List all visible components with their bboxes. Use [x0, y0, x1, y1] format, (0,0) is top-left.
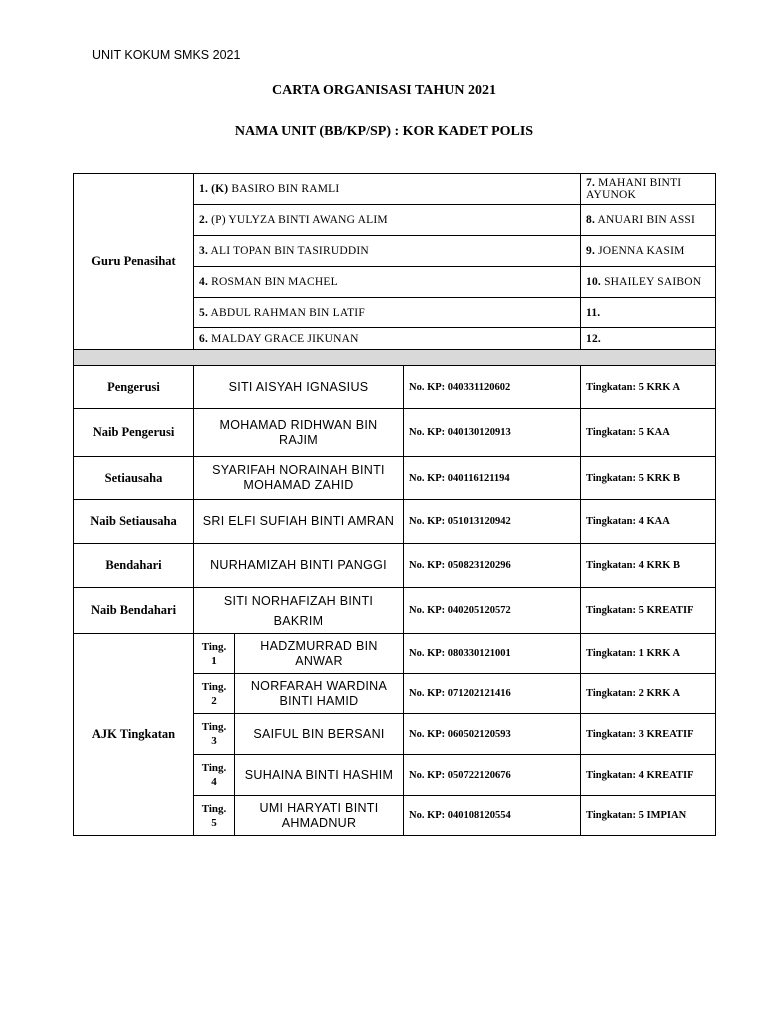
form-class: Tingkatan: 5 KREATIF [581, 588, 716, 634]
role-label: Bendahari [74, 544, 194, 588]
advisor-name: 11. [581, 298, 716, 328]
ic-number: No. KP: 040108120554 [404, 796, 581, 836]
page-title: CARTA ORGANISASI TAHUN 2021 [272, 83, 496, 98]
organization-chart-table [73, 173, 716, 836]
form-class: Tingkatan: 4 KREATIF [581, 755, 716, 796]
ic-number: No. KP: 080330121001 [404, 634, 581, 674]
advisor-name: 7. MAHANI BINTI AYUNOK [581, 174, 716, 205]
ic-number: No. KP: 040116121194 [404, 457, 581, 500]
member-name: SITI AISYAH IGNASIUS [194, 366, 404, 409]
role-label: Setiausaha [74, 457, 194, 500]
ic-number: No. KP: 071202121416 [404, 674, 581, 714]
form-class: Tingkatan: 5 IMPIAN [581, 796, 716, 836]
advisor-name: 3. ALI TOPAN BIN TASIRUDDIN [194, 236, 581, 267]
ic-number: No. KP: 051013120942 [404, 500, 581, 544]
form-class: Tingkatan: 5 KRK B [581, 457, 716, 500]
ajk-row [74, 634, 716, 674]
page-subtitle: NAMA UNIT (BB/KP/SP) : KOR KADET POLIS [234, 124, 534, 139]
separator-row [74, 350, 716, 366]
form-class: Tingkatan: 1 KRK A [581, 634, 716, 674]
form-class: Tingkatan: 3 KREATIF [581, 714, 716, 755]
form-level: Ting. 2 [194, 674, 235, 714]
ic-number: No. KP: 040205120572 [404, 588, 581, 634]
advisor-name: 2. (P) YULYZA BINTI AWANG ALIM [194, 205, 581, 236]
advisor-row [74, 174, 716, 205]
form-level: Ting. 1 [194, 634, 235, 674]
role-label: Naib Pengerusi [74, 409, 194, 457]
form-class: Tingkatan: 5 KRK A [581, 366, 716, 409]
role-label: Naib Setiausaha [74, 500, 194, 544]
form-level: Ting. 4 [194, 755, 235, 796]
role-label: Pengerusi [74, 366, 194, 409]
committee-row [74, 457, 716, 500]
committee-row [74, 409, 716, 457]
ic-number: No. KP: 050823120296 [404, 544, 581, 588]
committee-row [74, 500, 716, 544]
committee-row [74, 588, 716, 634]
ajk-label: AJK Tingkatan [74, 634, 194, 836]
member-name: NORFARAH WARDINA BINTI HAMID [235, 674, 404, 714]
member-name: HADZMURRAD BIN ANWAR [235, 634, 404, 674]
form-level: Ting. 5 [194, 796, 235, 836]
member-name: SAIFUL BIN BERSANI [235, 714, 404, 755]
committee-row [74, 366, 716, 409]
member-name: SUHAINA BINTI HASHIM [235, 755, 404, 796]
member-name: NURHAMIZAH BINTI PANGGI [194, 544, 404, 588]
advisor-name: 1. (K) BASIRO BIN RAMLI [194, 174, 581, 205]
member-name: SYARIFAH NORAINAH BINTI MOHAMAD ZAHID [194, 457, 404, 500]
role-label: Naib Bendahari [74, 588, 194, 634]
advisor-name: 9. JOENNA KASIM [581, 236, 716, 267]
ic-number: No. KP: 040130120913 [404, 409, 581, 457]
member-name: SRI ELFI SUFIAH BINTI AMRAN [194, 500, 404, 544]
form-class: Tingkatan: 4 KRK B [581, 544, 716, 588]
member-name: SITI NORHAFIZAH BINTI BAKRIM [194, 588, 404, 634]
advisor-name: 6. MALDAY GRACE JIKUNAN [194, 328, 581, 350]
form-level: Ting. 3 [194, 714, 235, 755]
form-class: Tingkatan: 2 KRK A [581, 674, 716, 714]
form-class: Tingkatan: 5 KAA [581, 409, 716, 457]
form-class: Tingkatan: 4 KAA [581, 500, 716, 544]
advisor-name: 5. ABDUL RAHMAN BIN LATIF [194, 298, 581, 328]
ic-number: No. KP: 040331120602 [404, 366, 581, 409]
advisor-label: Guru Penasihat [74, 174, 194, 350]
ic-number: No. KP: 050722120676 [404, 755, 581, 796]
unit-header: UNIT KOKUM SMKS 2021 [92, 48, 241, 62]
advisor-name: 8. ANUARI BIN ASSI [581, 205, 716, 236]
advisor-name: 10. SHAILEY SAIBON [581, 267, 716, 298]
ic-number: No. KP: 060502120593 [404, 714, 581, 755]
committee-row [74, 544, 716, 588]
advisor-name: 4. ROSMAN BIN MACHEL [194, 267, 581, 298]
advisor-name: 12. [581, 328, 716, 350]
member-name: UMI HARYATI BINTI AHMADNUR [235, 796, 404, 836]
member-name: MOHAMAD RIDHWAN BIN RAJIM [194, 409, 404, 457]
